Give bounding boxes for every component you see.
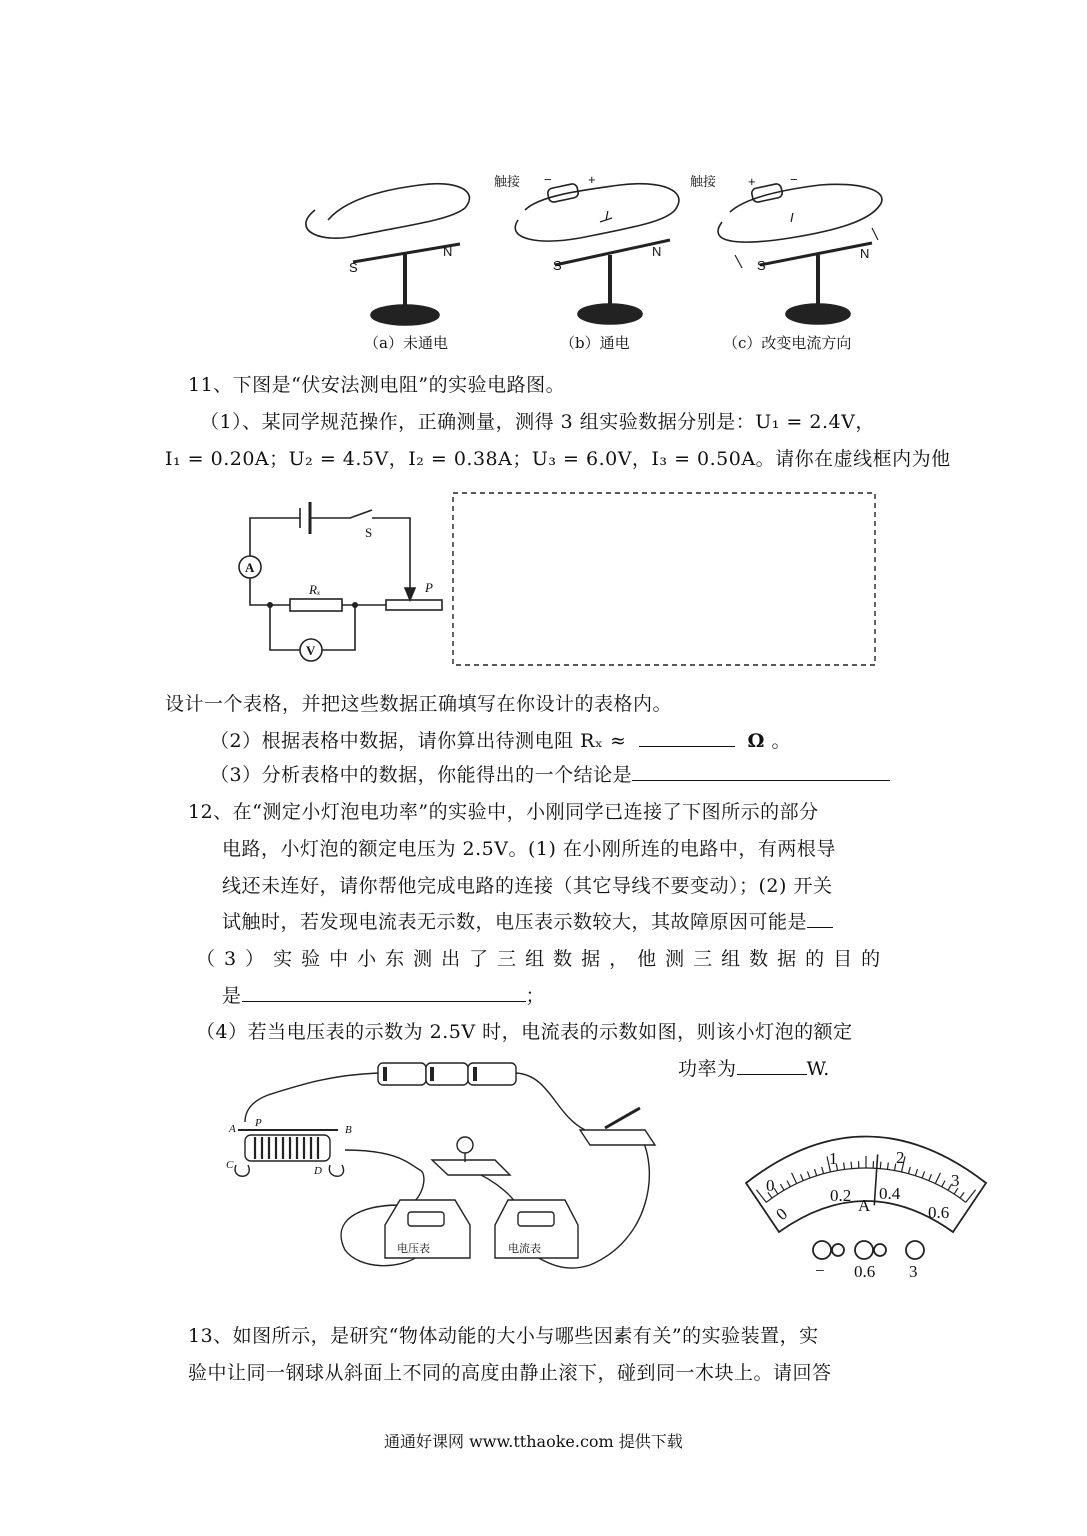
scale-tick	[780, 1184, 784, 1190]
q12-line5: （3）实验中小东测出了三组数据，他测三组数据的目的	[196, 948, 890, 970]
scale-top-1: 1	[829, 1149, 838, 1168]
q12-line2: 电路，小灯泡的额定电压为 2.5V。(1) 在小刚所连的电路中，有两根导	[222, 838, 836, 860]
q12-line3: 线还未连好，请你帮他完成电路的连接（其它导线不要变动）；(2) 开关	[222, 875, 833, 897]
svg-text:P: P	[255, 1117, 262, 1129]
svg-text:A: A	[245, 560, 255, 575]
q13-line1: 13、如图所示，是研究“物体动能的大小与哪些因素有关”的实验装置，实	[188, 1325, 819, 1347]
svg-text:B: B	[345, 1124, 352, 1136]
touch-label-b: 触接	[494, 174, 521, 189]
q11-p1-line1: （1）、某同学规范操作，正确测量，测得 3 组实验数据分别是：U₁ = 2.4V，	[200, 411, 875, 433]
scale-tick	[801, 1174, 804, 1180]
scale-tick	[929, 1174, 932, 1180]
svg-text:P: P	[425, 580, 433, 595]
caption-a: （a）未通电	[364, 334, 448, 352]
scale-tick	[851, 1162, 852, 1169]
q11-p3: （3）分析表格中的数据，你能得出的一个结论是	[210, 766, 890, 785]
scale-tick	[822, 1167, 824, 1174]
touch-label-c: 触接	[690, 174, 717, 189]
svg-text:V: V	[306, 643, 316, 658]
svg-text:N: N	[443, 244, 453, 259]
svg-text:N: N	[652, 244, 662, 259]
q12-line6: 是 ；	[222, 985, 546, 1007]
terminal-minus: −	[815, 1261, 825, 1280]
scale-top-2: 2	[896, 1148, 905, 1167]
scale-tick	[774, 1188, 778, 1194]
footer: 通通好课网 www.tthaoke.com 提供下载	[384, 1432, 683, 1451]
q11-p1-line2: I₁ = 0.20A；U₂ = 4.5V，I₂ = 0.38A；U₃ = 6.0V，I₃ = 0.50A。请你在虚线框内为他	[165, 448, 951, 470]
scale-tick	[880, 1162, 881, 1169]
meter-needle	[874, 1154, 877, 1205]
scale-bottom-1: 0.2	[830, 1186, 852, 1205]
scale-tick	[887, 1162, 888, 1169]
svg-text:Rₓ: Rₓ	[309, 582, 321, 597]
q11-title: 11、下图是“伏安法测电阻”的实验电路图。	[188, 374, 566, 396]
scale-bottom-0: 0	[772, 1204, 792, 1225]
scale-tick	[942, 1181, 945, 1187]
svg-text:N: N	[860, 246, 870, 261]
svg-text:+: +	[588, 172, 596, 187]
svg-text:S: S	[365, 525, 373, 540]
svg-text:S: S	[553, 258, 562, 273]
q12-line1: 12、在“测定小灯泡电功率”的实验中，小刚同学已连接了下图所示的部分	[188, 801, 819, 823]
svg-text:I: I	[790, 210, 794, 225]
q12-line4: 试触时，若发现电流表无示数，电压表示数较大，其故障原因可能是	[222, 913, 833, 932]
scale-tick	[915, 1169, 917, 1176]
svg-text:C: C	[226, 1159, 234, 1171]
scale-tick	[844, 1162, 845, 1169]
scale-tick	[787, 1181, 790, 1187]
scale-bottom-2: 0.4	[879, 1184, 901, 1203]
q11-p1-line3: 设计一个表格，并把这些数据正确填写在你设计的表格内。	[165, 693, 673, 715]
svg-text:−: −	[544, 172, 552, 187]
svg-text:−: −	[790, 172, 798, 187]
svg-text:I: I	[605, 208, 609, 223]
q11-p2: （2）根据表格中数据，请你算出待测电阻 Rₓ ≈ Ω 。	[210, 730, 792, 752]
scale-tick	[792, 1173, 797, 1184]
scale-tick	[935, 1173, 940, 1184]
scale-tick	[807, 1171, 809, 1178]
voltmeter-label: 电压表	[397, 1242, 430, 1255]
q12-line7: （4）若当电压表的示数为 2.5V 时，电流表的示数如图，则该小灯泡的额定	[196, 1021, 853, 1043]
svg-text:S: S	[757, 258, 766, 273]
svg-text:+: +	[748, 174, 756, 189]
ammeter-label: 电流表	[508, 1242, 541, 1255]
svg-text:A: A	[229, 1123, 236, 1135]
q13-line2: 验中让同一钢球从斜面上不同的高度由静止滚下，碰到同一木块上。请回答	[188, 1362, 832, 1384]
svg-text:D: D	[314, 1165, 322, 1177]
meter-unit: A	[858, 1196, 871, 1215]
terminal-3: 3	[909, 1262, 918, 1281]
scale-tick	[908, 1167, 910, 1174]
scale-top-3: 3	[951, 1171, 960, 1190]
svg-text:S: S	[349, 260, 358, 275]
q12-line8: 功率为 W.	[678, 1058, 830, 1080]
scale-tick	[922, 1171, 924, 1178]
scale-top-0: 0	[766, 1176, 775, 1195]
caption-c: （c）改变电流方向	[723, 334, 852, 352]
scale-bottom-3: 0.6	[928, 1203, 950, 1222]
caption-b: （b）通电	[560, 334, 630, 352]
terminal-0-6: 0.6	[854, 1262, 876, 1281]
scale-tick	[960, 1192, 964, 1198]
scale-tick	[815, 1169, 817, 1176]
